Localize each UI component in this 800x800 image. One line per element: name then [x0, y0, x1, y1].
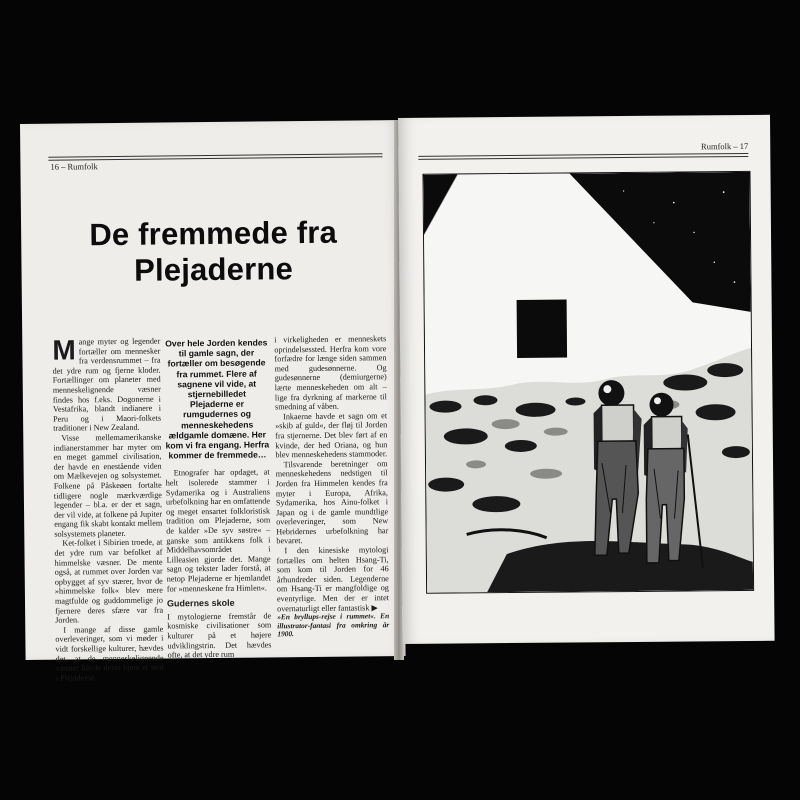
- paragraph: I den kinesiske mytologi fortælles om helten Hsang-Ti, som kom til Jorden for 46 århundreder siden. Legenderne om Hsang-Ti er mangfoldige og eventyrlige. Men der er intet overnaturligt eller fantastisk ▶: [276, 545, 390, 613]
- paragraph: i virkeligheden er menneskets oprindelsessted. Herfra kom vore forfædre for længe siden sammen med gudesønnerne. Og gudesønnerne (demiurgerne) lærte menneskeheden om alt – lige fra dyrkning af markerne til smedning af våben.: [274, 334, 387, 412]
- header-rule-right: [418, 153, 748, 157]
- left-page: [20, 120, 406, 683]
- text-column-2: [164, 335, 271, 660]
- running-head-right: Rumfolk – 17: [700, 140, 749, 152]
- image-caption: »En bryllups-rejse i rummet«. En illustrator-fantasi fra omkring år 1900.: [277, 611, 390, 639]
- text-column-1: [52, 334, 164, 683]
- paragraph: I mange af disse gamle overleveringer, som vi møder i vidt forskellige kulturer, hævdes det, at de menneskelignende væsner havde deres hjem et sted i Plejaderne.: [55, 624, 164, 683]
- headline-line-2: Plejaderne: [133, 251, 294, 288]
- paragraph: Inkaerne havde et sagn om et »skib af guld«, der fløj til Jorden fra stjernerne. Det blev ført af en kvinde, der hed Oriana, og hun blev menneskehedens stammoder.: [275, 410, 388, 460]
- illustration-space-couple: [422, 171, 754, 594]
- text-column-3: [274, 334, 389, 639]
- header-rule-left: [48, 153, 382, 157]
- paragraph: Tilsvarende beretninger om menneskehedens nedstigen til Jorden fra Himmelen kendes fra myter i Europa, Afrika, Sydamerika, hos Ainu-folket i Japan og i de gamle mundtlige overleveringer, som New Hebridernes urbefolkning har bevaret.: [275, 458, 389, 546]
- headline-line-1: De fremmede fra: [89, 214, 338, 253]
- illustration-drawing: [423, 172, 753, 593]
- page-headline: [53, 214, 374, 289]
- section-subhead: Gudernes skole: [166, 597, 235, 609]
- paragraph: Ket-folket i Sibirien troede, at det ydre rum var befolket af himmelske væsner. De mente også, at rummet over Jorden var opbygget af syv stærer, hvor de »himmelske folk« blev mere magtfulde og guddommelige jo fjernere deres sfære var fra Jorden.: [54, 538, 164, 625]
- pull-quote: Over hele Jorden kendes til gamle sagn, der fortæller om besøgende fra rummet. Flere af sagnene vil vide, at stjernebilledet Plejaderne er rumgudernes og menneskehedens ældgamle domæne. Her kom vi fra engang. Herfra kommer de fremmede…: [165, 337, 270, 461]
- paragraph: Etnografer har opdaget, at helt isolerede stammer i Sydamerika og i Australiens urbefolkning har en omfattende og meget ensartet folkloristisk tradition om Plejaderne, som de kalder »De syv søstre« – ganske som antikkens folk i Middelhavsområdet i Lilleasien gjorde det. Mange sagn og tekster lader forstå, at netop Plejaderne er hjemlandet for »menneskene fra Himlen«.: [165, 467, 271, 594]
- paragraph: Mange myter og legender fortæller om mennesker fra verdensrummet – fra det ydre rum og fjerne kloder. Fortællinger om planeter med menneskelignende væsner findes hos f.eks. Dogonerne i Vestafrika, blandt indianere i Peru og i Maori-folkets traditioner i New Zealand.: [52, 334, 162, 434]
- right-page: [398, 115, 775, 644]
- running-head-left: 16 – Rumfolk: [50, 161, 98, 172]
- paragraph: I mytologierne fremstår de kosmiske civilisationer som kulturer på et højere udviklingstrin. Det hævdes ofte, at det ydre rum: [167, 611, 272, 660]
- drop-cap: M: [52, 334, 76, 366]
- paragraph: Visse mellemamerikanske indianerstammer har myter om en meget gammel civilisation, der havde en enestående viden om Mælkevejen og solsystemet. Folkene på Påskeøen fortalte tidligere nogle mærkværdige legender – bl.a. er der et sagn, der vil vide, at folkene på Jupiter engang fik skabt kontakt mellem solsystemets planeter.: [53, 432, 163, 539]
